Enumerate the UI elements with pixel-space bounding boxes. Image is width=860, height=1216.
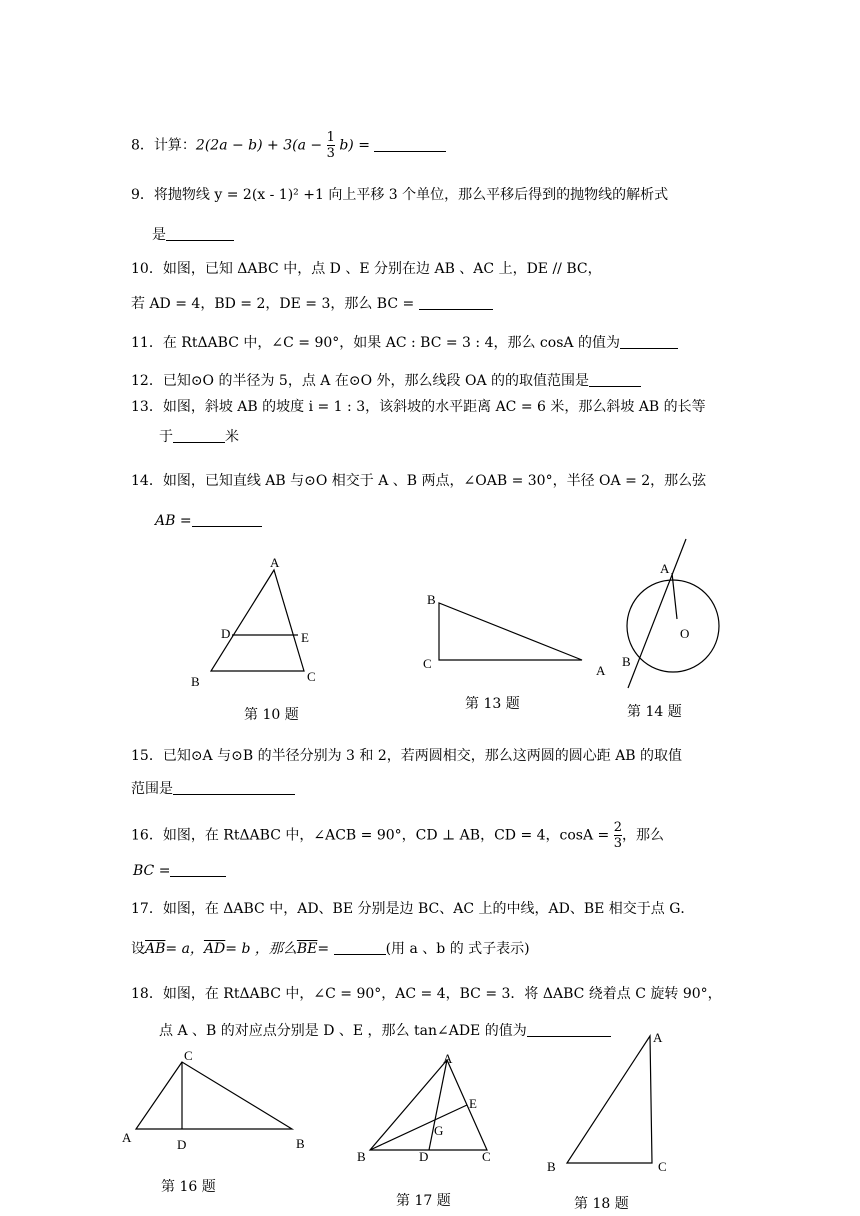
question-8 xyxy=(131,130,446,161)
question-text: 范围是 xyxy=(131,781,173,797)
figure-16 xyxy=(118,1045,313,1155)
question-number: 17． xyxy=(131,901,163,917)
fraction-numerator: 1 xyxy=(326,130,335,145)
label-b: B xyxy=(296,1136,305,1151)
label-c: C xyxy=(307,669,316,684)
median-be xyxy=(370,1105,467,1150)
question-number: 13． xyxy=(131,399,163,415)
question-number: 8． xyxy=(131,137,154,154)
answer-blank[interactable] xyxy=(173,428,225,443)
question-text: (用 a 、b 的 式子表示) xyxy=(385,941,530,957)
answer-blank[interactable] xyxy=(192,512,262,527)
label-b: B xyxy=(427,592,436,607)
triangle-abc xyxy=(567,1036,652,1163)
question-10-line-2 xyxy=(131,295,493,313)
fraction xyxy=(614,820,622,851)
figure-13-caption: 第 13 题 xyxy=(465,696,520,712)
question-14 xyxy=(131,472,706,490)
question-text: 如图，在 ΔABC 中，AD、BE 分别是边 BC、AC 上的中线，AD、BE 相交于点 G． xyxy=(162,901,695,917)
question-13 xyxy=(131,398,706,416)
label-c: C xyxy=(184,1048,193,1063)
vector-ab: $\overline{AB}$ xyxy=(145,941,166,957)
label-b: B xyxy=(622,654,631,669)
answer-blank[interactable] xyxy=(334,940,386,955)
question-number: 10． xyxy=(131,261,163,277)
label-g: G xyxy=(434,1123,444,1138)
answer-blank[interactable] xyxy=(419,295,493,310)
question-text: 已知⊙A 与⊙B 的半径分别为 3 和 2，若两圆相交，那么这两圆的圆心距 AB 的取值 xyxy=(162,748,683,764)
question-16 xyxy=(131,820,664,851)
question-number: 9． xyxy=(131,187,154,203)
label-d: D xyxy=(177,1137,187,1152)
label-b: B xyxy=(547,1159,556,1174)
triangle-abc xyxy=(136,1062,292,1129)
unit-text: 米 xyxy=(225,429,239,445)
question-number: 14． xyxy=(131,473,163,489)
label-a: A xyxy=(122,1130,132,1145)
label-d: D xyxy=(221,626,231,641)
question-16-line-2 xyxy=(133,862,226,880)
math-expression: b) = xyxy=(339,137,370,154)
question-text: BC = xyxy=(133,863,171,879)
figure-14-caption: 第 14 题 xyxy=(627,704,682,720)
figure-14 xyxy=(615,535,735,695)
question-text: = b ，那么 xyxy=(225,941,297,957)
label-c: C xyxy=(482,1149,491,1162)
question-text: 如图，在 RtΔABC 中，∠ACB = 90°，CD ⊥ AB，CD = 4，cosA = xyxy=(162,827,610,844)
fraction-denominator: 3 xyxy=(326,146,335,161)
figure-17 xyxy=(352,1050,502,1162)
vector-ad: $\overline{AD}$ xyxy=(203,941,226,957)
question-text: AB = xyxy=(155,513,192,529)
figure-13 xyxy=(420,588,612,683)
question-text: 如图，斜坡 AB 的坡度 i = 1 : 3，该斜坡的水平距离 AC = 6 米，那么斜坡 AB 的长等 xyxy=(162,399,706,415)
line-ab xyxy=(628,539,686,688)
question-17 xyxy=(131,900,694,918)
math-expression: 2(2a − b) + 3(a − xyxy=(195,137,323,154)
figure-10 xyxy=(185,553,325,688)
triangle-abc xyxy=(439,603,582,660)
question-text: 如图，已知 ΔABC 中，点 D 、E 分别在边 AB 、AC 上，DE // BC， xyxy=(162,261,602,277)
question-text: 点 A 、B 的对应点分别是 D 、E ，那么 tan∠ADE 的值为 xyxy=(159,1023,527,1039)
question-13-line-2 xyxy=(159,428,239,446)
label-a: A xyxy=(596,663,606,678)
question-text: 于 xyxy=(159,429,173,445)
question-text: = xyxy=(317,941,330,957)
answer-blank[interactable] xyxy=(620,334,678,349)
question-text: 在 RtΔABC 中，∠C = 90°，如果 AC : BC = 3 : 4，那么 cosA 的值为 xyxy=(162,335,620,351)
question-number: 18． xyxy=(131,986,163,1002)
question-9-line-2 xyxy=(152,226,234,244)
label-c: C xyxy=(658,1159,667,1174)
label-e: E xyxy=(301,630,309,645)
question-text: 设 xyxy=(131,941,145,957)
question-number: 12． xyxy=(131,373,163,389)
question-text: ，那么 xyxy=(622,827,665,844)
question-text: 将抛物线 y = 2(x - 1)² +1 向上平移 3 个单位，那么平移后得到的抛物线的解析式 xyxy=(153,187,669,203)
figure-18-caption: 第 18 题 xyxy=(574,1196,629,1212)
question-17-line-2 xyxy=(131,940,530,958)
figure-16-caption: 第 16 题 xyxy=(161,1179,216,1195)
question-12 xyxy=(131,372,641,390)
fraction-denominator: 3 xyxy=(613,836,623,851)
question-11 xyxy=(131,334,678,352)
triangle-abc xyxy=(211,570,304,671)
question-text: 如图，在 RtΔABC 中，∠C = 90°，AC = 4，BC = 3．将 ΔABC 绕着点 C 旋转 90°， xyxy=(162,986,722,1002)
fraction-numerator: 2 xyxy=(613,820,623,835)
question-text: 若 AD = 4，BD = 2，DE = 3，那么 BC = xyxy=(131,296,415,312)
circle-o xyxy=(627,580,719,672)
question-15-line-2 xyxy=(131,780,295,798)
label-a: A xyxy=(653,1030,663,1045)
question-9 xyxy=(131,186,668,204)
question-number: 16． xyxy=(131,827,163,844)
answer-blank[interactable] xyxy=(374,137,446,152)
label-e: E xyxy=(469,1096,477,1111)
question-text: 已知⊙O 的半径为 5，点 A 在⊙O 外，那么线段 OA 的的取值范围是 xyxy=(162,373,589,389)
question-number: 11． xyxy=(131,335,163,351)
question-text: 计算： xyxy=(153,137,196,154)
label-a: A xyxy=(660,561,670,576)
figure-17-caption: 第 17 题 xyxy=(396,1193,451,1209)
figure-18 xyxy=(540,1025,680,1175)
answer-blank[interactable] xyxy=(173,780,295,795)
question-14-line-2 xyxy=(155,512,262,530)
label-a: A xyxy=(443,1051,453,1066)
fraction xyxy=(327,130,335,161)
question-text: 如图，已知直线 AB 与⊙O 相交于 A 、B 两点，∠OAB = 30°，半径 OA = 2，那么弦 xyxy=(162,473,707,489)
figure-10-caption: 第 10 题 xyxy=(244,707,299,723)
question-text: = a， xyxy=(165,941,204,957)
label-a: A xyxy=(270,555,280,570)
label-c: C xyxy=(423,656,432,671)
answer-blank[interactable] xyxy=(170,862,226,877)
label-o: O xyxy=(680,626,690,641)
answer-blank[interactable] xyxy=(166,226,234,241)
vector-be: $\overline{BE}$ xyxy=(296,941,318,957)
question-10 xyxy=(131,260,602,278)
question-number: 15． xyxy=(131,748,163,764)
question-15 xyxy=(131,747,682,765)
answer-blank[interactable] xyxy=(589,372,641,387)
question-18 xyxy=(131,985,722,1003)
label-b: B xyxy=(357,1149,366,1162)
label-b: B xyxy=(191,674,200,688)
label-d: D xyxy=(419,1149,429,1162)
question-text: 是 xyxy=(152,227,166,243)
